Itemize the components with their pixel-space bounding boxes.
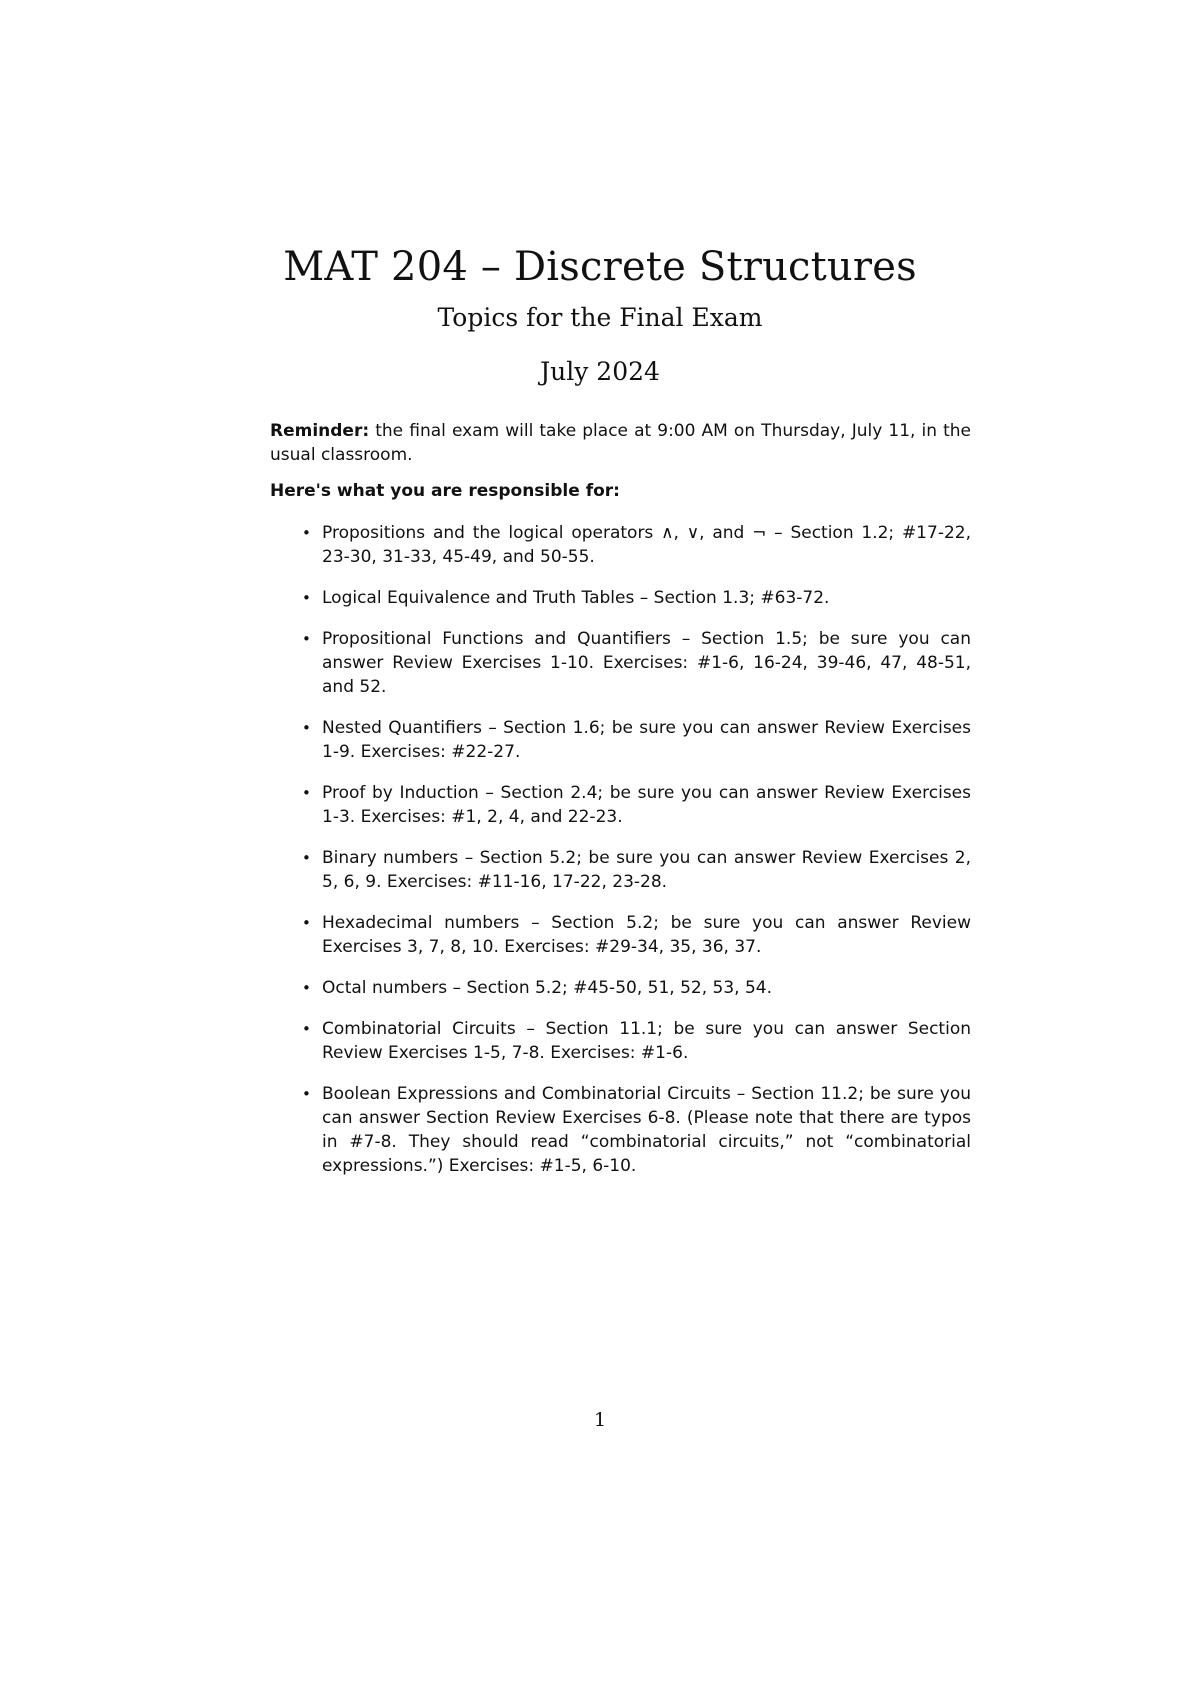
topic-text: Octal numbers – Section 5.2; #45-50, 51, 52, 53, 54.: [322, 978, 772, 998]
list-item: [302, 1082, 971, 1178]
bullet-icon: •: [302, 719, 311, 737]
topic-text: Hexadecimal numbers – Section 5.2; be sure you can answer Review Exercises 3, 7, 8, 10. Exercises: #29-34, 35, 36, 37.: [322, 913, 971, 957]
bullet-icon: •: [302, 589, 311, 607]
reminder-text: the final exam will take place at 9:00 AM on Thursday, July 11, in the usual classroom.: [270, 421, 971, 465]
bullet-icon: •: [302, 914, 311, 932]
page-number: 1: [593, 1409, 607, 1431]
list-item: [302, 976, 971, 1000]
page-title: MAT 204 – Discrete Structures: [283, 244, 917, 290]
topic-text: Propositional Functions and Quantifiers – Section 1.5; be sure you can answer Review Exercises 1-10. Exercises: #1-6, 16-24, 39-46, 47, 48-51, and 52.: [322, 629, 971, 697]
reminder-paragraph: [270, 419, 971, 467]
topic-text: Proof by Induction – Section 2.4; be sure you can answer Review Exercises 1-3. Exercises: #1, 2, 4, and 22-23.: [322, 783, 971, 827]
list-item: [302, 521, 971, 569]
page-date: July 2024: [540, 357, 660, 386]
bullet-icon: •: [302, 849, 311, 867]
list-item: [302, 911, 971, 959]
topic-text: Binary numbers – Section 5.2; be sure you can answer Review Exercises 2, 5, 6, 9. Exercises: #11-16, 17-22, 23-28.: [322, 848, 971, 892]
responsibilities-heading: Here's what you are responsible for:: [270, 481, 620, 501]
bullet-icon: •: [302, 784, 311, 802]
bullet-icon: •: [302, 524, 311, 542]
topic-text: Logical Equivalence and Truth Tables – Section 1.3; #63-72.: [322, 588, 830, 608]
reminder-label: Reminder:: [270, 421, 370, 441]
list-item: [302, 627, 971, 699]
topic-text: Combinatorial Circuits – Section 11.1; be sure you can answer Section Review Exercises 1-5, 7-8. Exercises: #1-6.: [322, 1019, 971, 1063]
page-subtitle: Topics for the Final Exam: [437, 303, 763, 332]
bullet-icon: •: [302, 979, 311, 997]
topic-text: Boolean Expressions and Combinatorial Circuits – Section 11.2; be sure you can answer Section Review Exercises 6-8. (Please note that there are typos in #7-8. They should read “combinatorial circuits,” not “combinatorial expressions.”) Exercises: #1-5, 6-10.: [322, 1084, 971, 1176]
topics-list: [270, 521, 971, 1178]
bullet-icon: •: [302, 1020, 311, 1038]
bullet-icon: •: [302, 630, 311, 648]
list-item: [302, 846, 971, 894]
list-item: [302, 1017, 971, 1065]
topic-text: Nested Quantifiers – Section 1.6; be sure you can answer Review Exercises 1-9. Exercises: #22-27.: [322, 718, 971, 762]
list-item: [302, 586, 971, 610]
list-item: [302, 716, 971, 764]
list-item: [302, 781, 971, 829]
document-body: [270, 419, 971, 1195]
bullet-icon: •: [302, 1085, 311, 1103]
topic-text: Propositions and the logical operators ∧, ∨, and ¬ – Section 1.2; #17-22, 23-30, 31-33, 45-49, and 50-55.: [322, 523, 971, 567]
